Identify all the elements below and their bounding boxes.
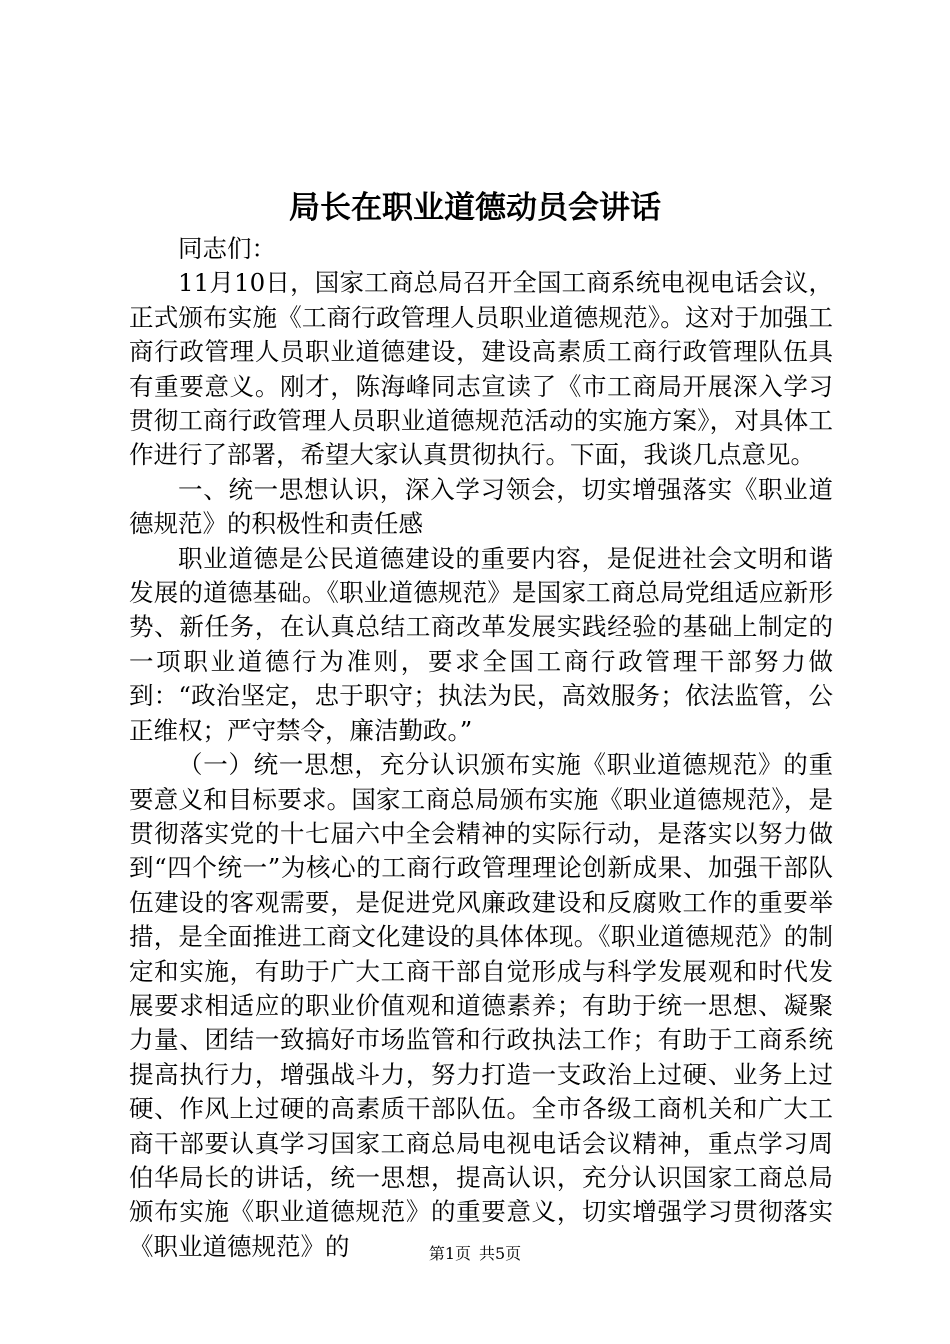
page-number: 第1页 (428, 1244, 471, 1263)
section-heading: 一、统一思想认识，深入学习领会，切实增强落实《职业道德规范》的积极性和责任感 (129, 474, 833, 539)
document-body (129, 232, 833, 1264)
body-paragraph: （一）统一思想，充分认识颁布实施《职业道德规范》的重要意义和目标要求。国家工商总局颁布实施《职业道德规范》，是贯彻落实党的十七届六中全会精神的实际行动，是落实以努力做到“四个统一”为核心的工商行政管理理论创新成果、加强干部队伍建设的客观需要，是促进党风廉政建设和反腐败工作的重要举措，是全面推进工商文化建设的具体体现。《职业道德规范》的制定和实施，有助于广大工商干部自觉形成与科学发展观和时代发展要求相适应的职业价值观和道德素养；有助于统一思想、凝聚力量、团结一致搞好市场监管和行政执法工作；有助于工商系统提高执行力，增强战斗力，努力打造一支政治上过硬、业务上过硬、作风上过硬的高素质干部队伍。全市各级工商机关和广大工商干部要认真学习国家工商总局电视电话会议精神，重点学习周伯华局长的讲话，统一思想，提高认识，充分认识国家工商总局颁布实施《职业道德规范》的重要意义，切实增强学习贯彻落实《职业道德规范》的 (129, 750, 833, 1261)
document-title: 局长在职业道德动员会讲话 (289, 190, 661, 226)
body-paragraph: 职业道德是公民道德建设的重要内容，是促进社会文明和谐发展的道德基础。《职业道德规范》是国家工商总局党组适应新形势、新任务，在认真总结工商改革发展实践经验的基础上制定的一项职业道德行为准则，要求全国工商行政管理干部努力做到：“政治坚定，忠于职守；执法为民，高效服务；依法监管，公正维权；严守禁令，廉洁勤政。” (129, 543, 833, 745)
salutation-paragraph: 同志们： (178, 234, 276, 263)
intro-paragraph: 11月10日，国家工商总局召开全国工商系统电视电话会议，正式颁布实施《工商行政管理人员职业道德规范》。这对于加强工商行政管理人员职业道德建设，建设高素质工商行政管理队伍具有重要意义。刚才，陈海峰同志宣读了《市工商局开展深入学习贯彻工商行政管理人员职业道德规范活动的实施方案》，对具体工作进行了部署，希望大家认真贯彻执行。下面，我谈几点意见。 (129, 268, 833, 470)
page-footer (0, 1243, 950, 1265)
page-total: 共5页 (479, 1244, 522, 1263)
